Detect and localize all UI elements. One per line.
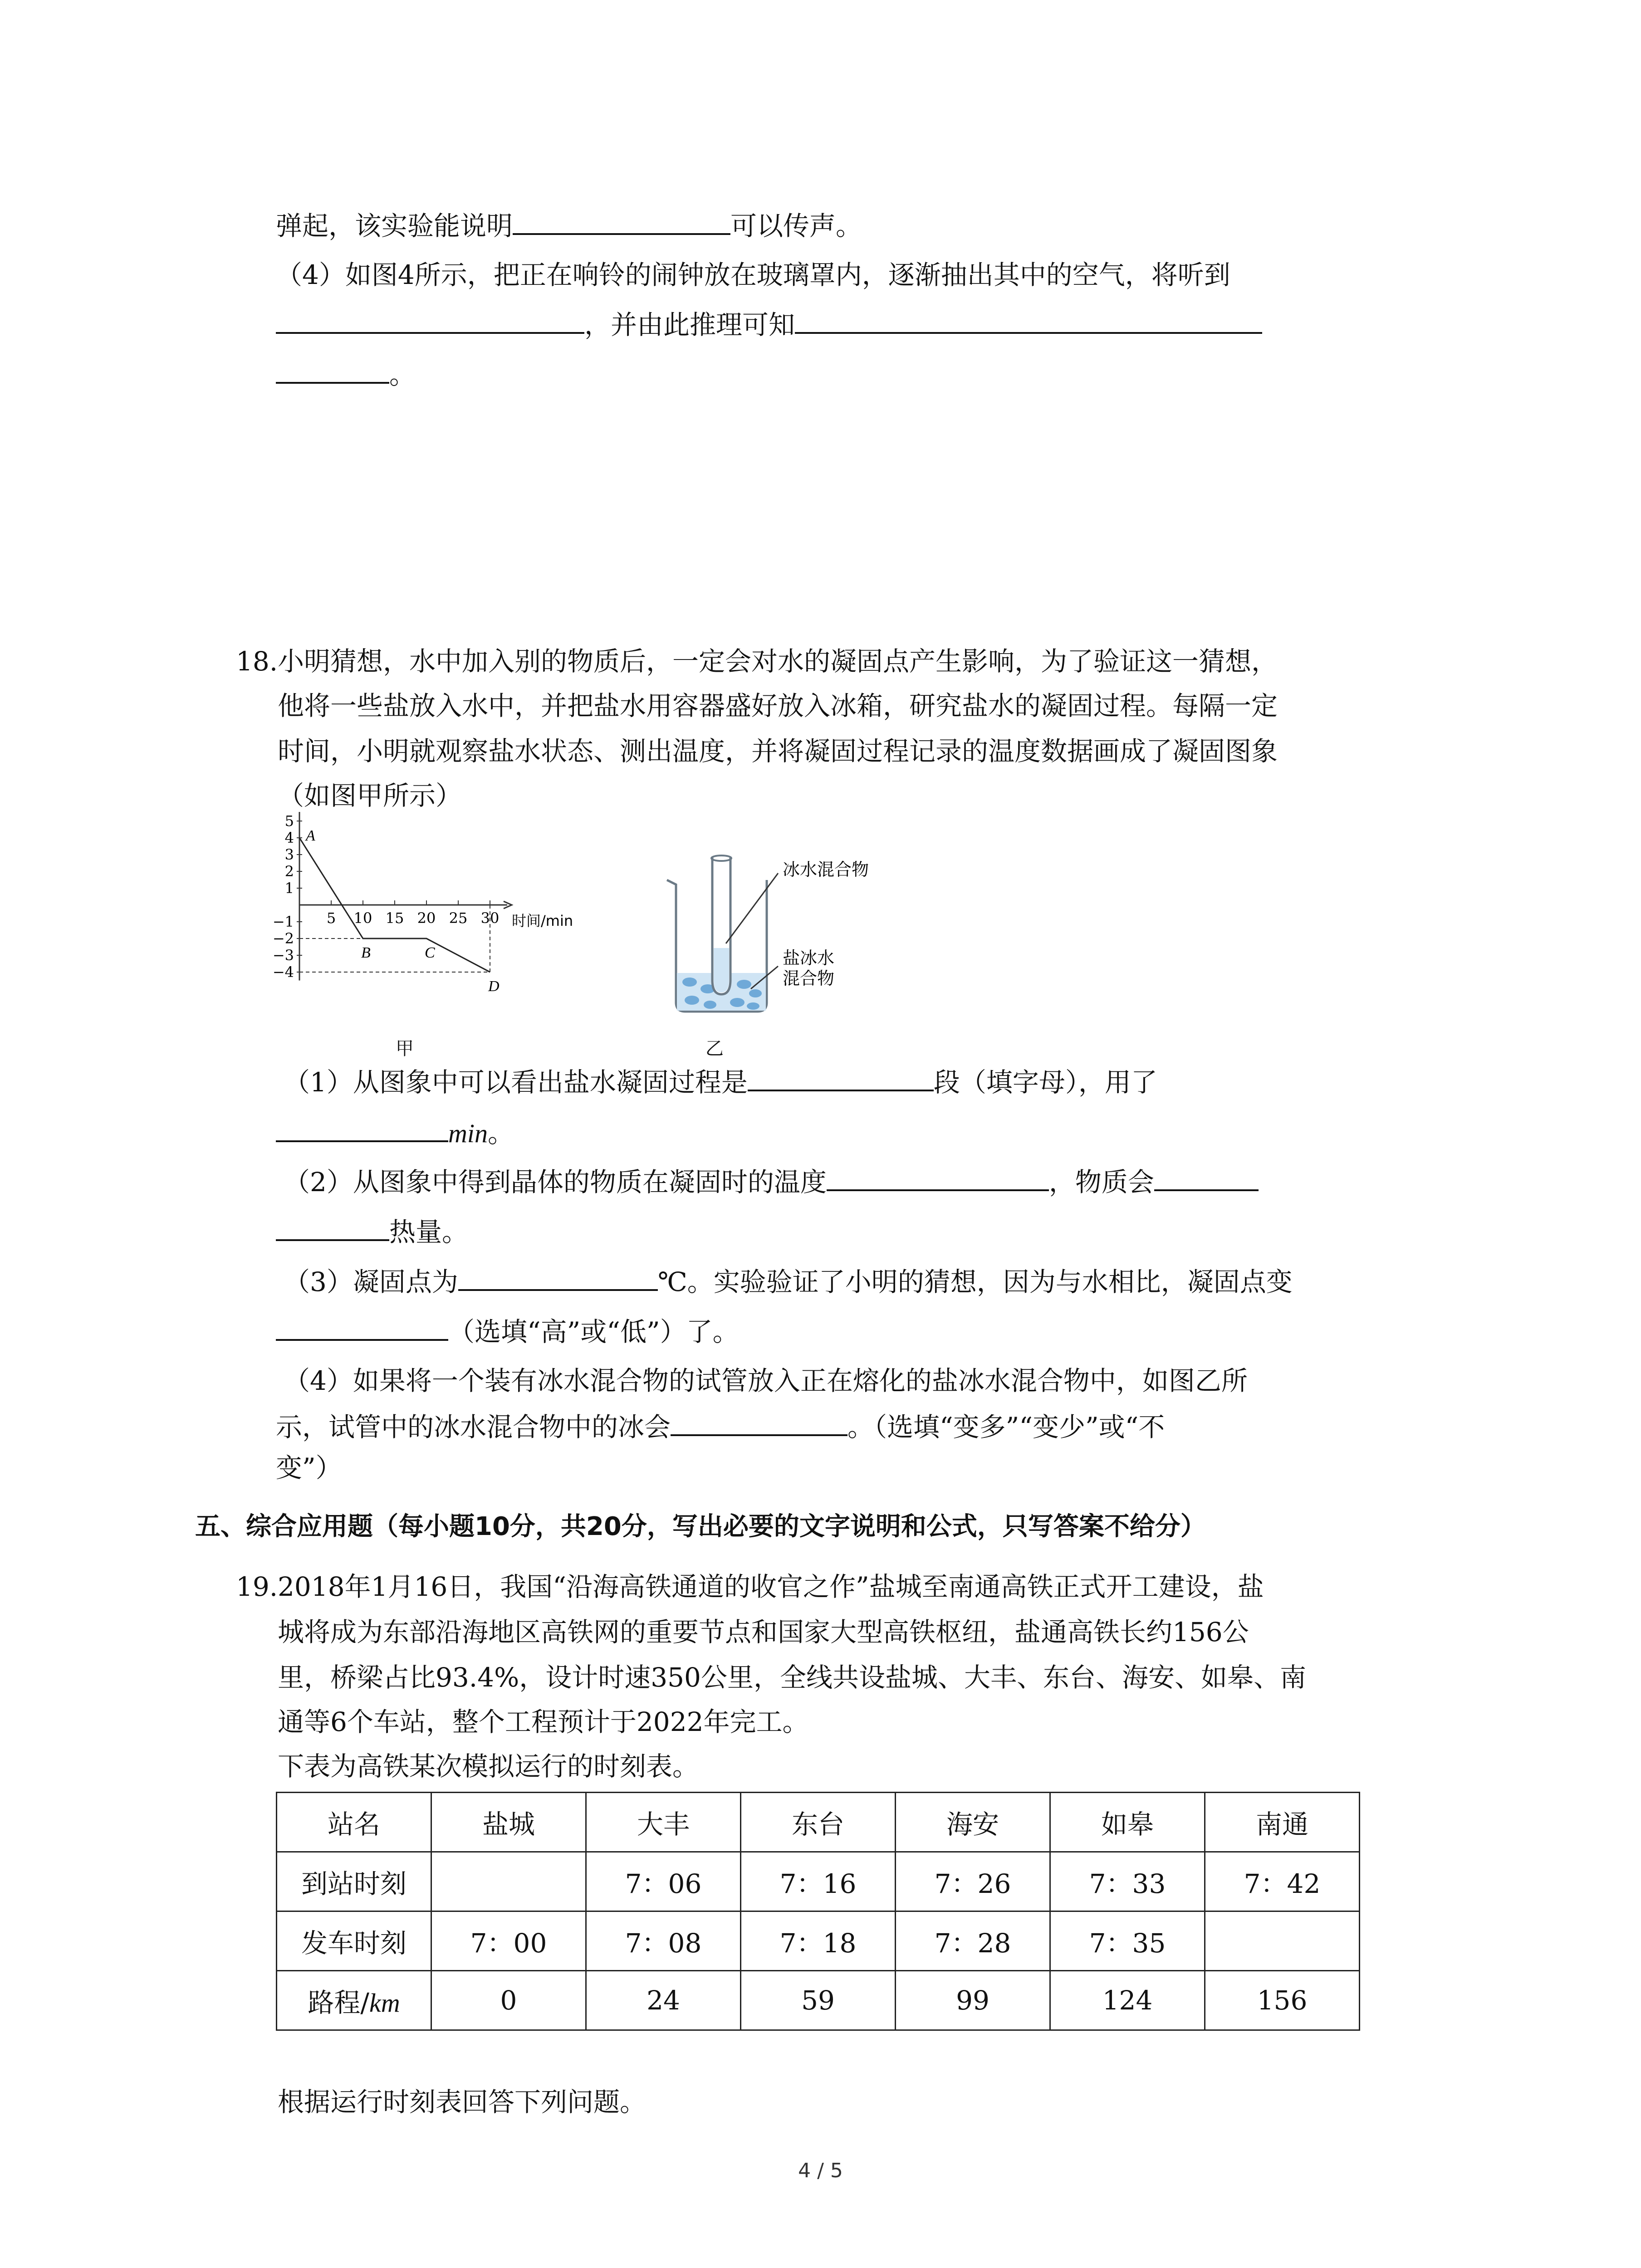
q18-sub4-line-2 <box>276 1411 1165 1443</box>
q19-para-line-4: 通等6个车站，整个工程预计于2022年完工。 <box>278 1706 809 1737</box>
table-header-cell: 大丰 <box>586 1793 741 1852</box>
table-cell <box>431 1852 586 1911</box>
q19-para-line-1: 2018年1月16日，我国“沿海高铁通道的收官之作”盐城至南通高铁正式开工建设，盐 <box>278 1571 1264 1602</box>
table-cell: 156 <box>1205 1971 1360 2030</box>
table-cell: 0 <box>431 1971 586 2030</box>
q18-sub1-line-2 <box>276 1117 514 1150</box>
q19-para-line-3: 里，桥梁占比93.4%，设计时速350公里，全线共设盐城、大丰、东台、海安、如皋、南 <box>278 1662 1306 1693</box>
q19-para-line-5: 下表为高铁某次模拟运行的时刻表。 <box>278 1751 699 1782</box>
q17-blank-4[interactable] <box>276 358 389 384</box>
table-header-cell: 海安 <box>896 1793 1050 1852</box>
section-5-heading: 五、综合应用题（每小题10分，共20分，写出必要的文字说明和公式，只写答案不给分） <box>195 1512 1206 1541</box>
q18-blank-7[interactable] <box>276 1315 448 1341</box>
q18-sub3-line <box>284 1266 1293 1298</box>
table-cell: 7：26 <box>896 1852 1050 1911</box>
x-tick-label: 10 <box>353 909 372 927</box>
point-label-C: C <box>425 944 435 961</box>
q18-blank-3[interactable] <box>827 1166 1049 1191</box>
q18-para-line-3: 时间，小明就观察盐水状态、测出温度，并将凝固过程记录的温度数据画成了凝固图象 <box>278 736 1278 767</box>
table-header-cell: 如皋 <box>1050 1793 1205 1852</box>
q18-sub2-line <box>284 1166 1259 1198</box>
q18-sub4-text-b: 示，试管中的冰水混合物中的冰会 <box>276 1412 671 1442</box>
q18-para-line-4: （如图甲所示） <box>278 780 462 811</box>
q18-sub1-text-b: 段（填字母），用了 <box>933 1067 1157 1098</box>
q18-number: 18. <box>236 646 278 677</box>
unit-min: min <box>448 1119 488 1148</box>
table-cell: 7：35 <box>1050 1911 1205 1971</box>
q18-sub4-text-c: 。（选填“变多”“变少”或“不 <box>847 1412 1165 1442</box>
x-tick-label: 30 <box>480 909 500 927</box>
q17-text-3a: ，并由此推理可知 <box>584 309 795 340</box>
q18-sub2-line-2 <box>276 1216 468 1248</box>
q18-para-line-1: 小明猜想，水中加入别的物质后，一定会对水的凝固点产生影响，为了验证这一猜想， <box>278 646 1278 677</box>
q17-blank-3[interactable] <box>795 308 1262 334</box>
table-header-cell: 东台 <box>741 1793 896 1852</box>
q18-sub1-text-a: （1）从图象中可以看出盐水凝固过程是 <box>284 1067 748 1098</box>
y-tick-label: 2 <box>284 863 294 880</box>
q18-sub3-text-b: ℃。实验验证了小明的猜想，因为与水相比，凝固点变 <box>657 1266 1293 1297</box>
q18-para-line-2: 他将一些盐放入水中，并把盐水用容器盛好放入冰箱，研究盐水的凝固过程。每隔一定 <box>278 690 1278 721</box>
table-header-cell: 盐城 <box>431 1793 586 1852</box>
table-cell: 24 <box>586 1971 741 2030</box>
x-tick-label: 20 <box>417 909 436 927</box>
table-cell: 7：16 <box>741 1852 896 1911</box>
cooling-curve-chart <box>272 812 635 1039</box>
table-header-cell: 站名 <box>277 1793 431 1852</box>
y-tick-label: −4 <box>272 963 294 981</box>
x-tick-label: 5 <box>326 909 336 927</box>
timetable-header-row <box>277 1793 1360 1852</box>
table-cell: 到站时刻 <box>277 1852 431 1911</box>
x-axis-label: 时间/min <box>512 912 573 929</box>
y-tick-label: −1 <box>272 913 294 930</box>
q17-text-1a: 弹起，该实验能说明 <box>276 210 513 241</box>
q18-sub1-period: 。 <box>488 1118 514 1149</box>
q18-sub2-text-b: ，物质会 <box>1048 1167 1154 1198</box>
table-row <box>277 1852 1360 1911</box>
q18-sub2-text-a: （2）从图象中得到晶体的物质在凝固时的温度 <box>284 1167 827 1198</box>
timetable <box>276 1792 1360 2031</box>
q18-sub3-text-c: （选填“高”或“低”）了。 <box>448 1316 739 1347</box>
figure-a-caption: 甲 <box>396 1038 414 1059</box>
q17-blank-1[interactable] <box>513 210 730 235</box>
table-cell: 59 <box>741 1971 896 2030</box>
table-cell: 7：42 <box>1205 1852 1360 1911</box>
table-cell <box>1205 1911 1360 1971</box>
ice-water-label: 冰水混合物 <box>783 860 869 880</box>
q18-blank-5[interactable] <box>276 1216 389 1241</box>
q18-sub3-line-2 <box>276 1315 739 1348</box>
y-tick-label: 3 <box>284 846 294 863</box>
ice-water-in-tube <box>714 948 729 992</box>
q17-line-4 <box>276 358 416 391</box>
q17-line-3 <box>276 308 1262 341</box>
q18-sub4-line-3: 变”） <box>276 1452 342 1483</box>
table-cell: 7：08 <box>586 1911 741 1971</box>
q18-sub1-line <box>284 1066 1157 1099</box>
q18-blank-2[interactable] <box>276 1117 448 1142</box>
table-cell: 7：06 <box>586 1852 741 1911</box>
x-tick-label: 25 <box>449 909 468 927</box>
y-tick-label: 4 <box>284 829 294 846</box>
table-row <box>277 1971 1360 2030</box>
point-label-B: B <box>361 944 371 961</box>
y-tick-label: −3 <box>272 947 294 964</box>
q19-number: 19. <box>236 1571 278 1602</box>
q18-blank-8[interactable] <box>671 1411 847 1436</box>
test-tube-beaker-figure <box>658 853 939 1025</box>
point-label-D: D <box>488 978 500 995</box>
q18-sub4-line: （4）如果将一个装有冰水混合物的试管放入正在熔化的盐冰水混合物中，如图乙所 <box>284 1365 1248 1396</box>
q18-blank-4[interactable] <box>1154 1166 1259 1191</box>
q17-text-1b: 可以传声。 <box>730 210 862 241</box>
q18-sub2-text-c: 热量。 <box>389 1217 469 1247</box>
x-tick-label: 15 <box>385 909 404 927</box>
table-cell: 发车时刻 <box>277 1911 431 1971</box>
point-label-A: A <box>306 827 315 844</box>
table-row <box>277 1911 1360 1971</box>
q17-line-1 <box>276 210 862 242</box>
distance-label: 路程/ <box>308 1987 369 2018</box>
table-cell <box>277 1971 431 2030</box>
q19-para-line-2: 城将成为东部沿海地区高铁网的重要节点和国家大型高铁枢纽，盐通高铁长约156公 <box>278 1617 1249 1647</box>
y-tick-label: 5 <box>284 812 294 830</box>
q18-blank-6[interactable] <box>458 1266 658 1291</box>
ice-water-leader <box>726 873 778 943</box>
table-cell: 7：18 <box>741 1911 896 1971</box>
q17-sub4-line: （4）如图4所示，把正在响铃的闹钟放在玻璃罩内，逐渐抽出其中的空气，将听到 <box>276 259 1230 290</box>
km-unit: km <box>369 1988 400 2018</box>
table-cell: 124 <box>1050 1971 1205 2030</box>
q17-blank-2[interactable] <box>276 308 584 334</box>
table-cell: 7：28 <box>896 1911 1050 1971</box>
salt-ice-water-label-2: 混合物 <box>783 968 835 988</box>
salt-ice-water-label-1: 盐冰水 <box>783 948 835 968</box>
table-header-cell: 南通 <box>1205 1793 1360 1852</box>
y-tick-label: −2 <box>272 930 294 947</box>
q17-text-4: 。 <box>389 359 416 390</box>
table-cell: 7：33 <box>1050 1852 1205 1911</box>
table-cell: 99 <box>896 1971 1050 2030</box>
page-number: 4 / 5 <box>798 2159 843 2182</box>
y-tick-label: 1 <box>284 880 294 897</box>
q18-sub3-text-a: （3）凝固点为 <box>284 1266 458 1297</box>
q18-blank-1[interactable] <box>748 1066 934 1091</box>
table-cell: 7：00 <box>431 1911 586 1971</box>
q19-after-table: 根据运行时刻表回答下列问题。 <box>278 2087 647 2117</box>
figure-b-caption: 乙 <box>705 1038 724 1059</box>
